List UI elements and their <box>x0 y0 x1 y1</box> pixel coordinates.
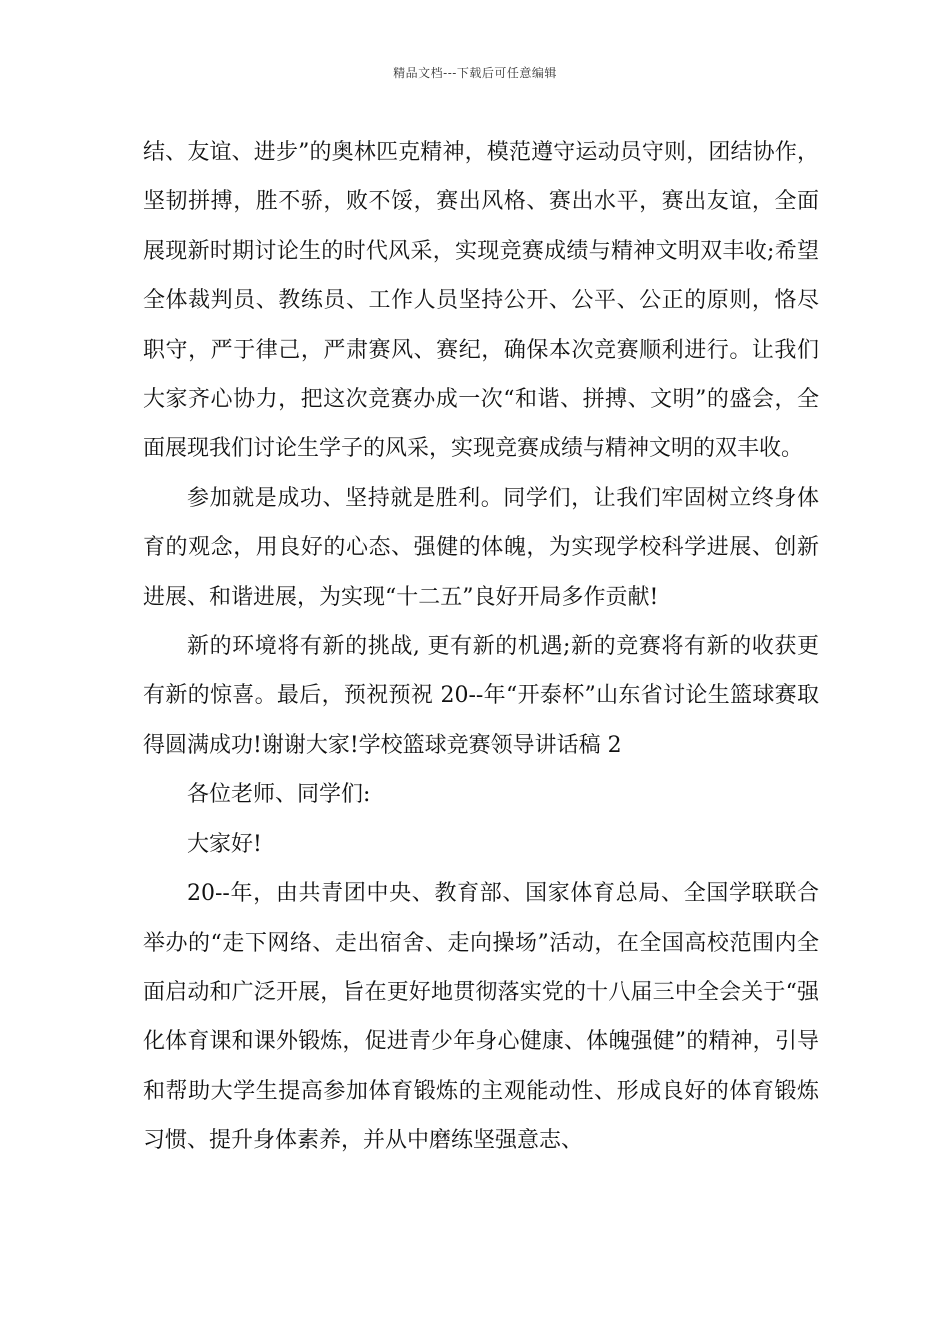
paragraph-1: 结、友谊、进步”的奥林匹克精神，模范遵守运动员守则，团结协作，坚韧拼搏，胜不骄，败不馁，赛出风格、赛出水平，赛出友谊，全面展现新时期讨论生的时代风采，实现竞赛成绩与精神文明双丰收;希望全体裁判员、教练员、工作人员坚持公开、公平、公正的原则，恪尽职守，严于律己，严肃赛风、赛纪，确保本次竞赛顺利进行。让我们大家齐心协力，把这次竞赛办成一次“和谐、拼搏、文明”的盛会，全面展现我们讨论生学子的风采，实现竞赛成绩与精神文明的双丰收。 <box>143 140 819 462</box>
paragraph-6: 20--年，由共青团中央、教育部、国家体育总局、全国学联联合举办的“走下网络、走出宿舍、走向操场”活动，在全国高校范围内全面启动和广泛开展，旨在更好地贯彻落实党的十八届三中全会关于“强化体育课和课外锻炼，促进青少年身心健康、体魄强健”的精神，引导和帮助大学生提高参加体育锻炼的主观能动性、形成良好的体育锻炼习惯、提升身体素养，并从中磨练坚强意志、 <box>143 881 819 1154</box>
paragraph-2: 参加就是成功、坚持就是胜利。同学们，让我们牢固树立终身体育的观念，用良好的心态、强健的体魄，为实现学校科学进展、创新进展、和谐进展，为实现“十二五”良好开局多作贡献! <box>143 485 819 610</box>
paragraph-greeting-all: 大家好! <box>187 831 262 857</box>
page-header: 精品文档---下载后可任意编辑 <box>393 66 557 80</box>
paragraph-greeting-teachers: 各位老师、同学们: <box>187 782 371 808</box>
paragraph-3: 新的环境将有新的挑战, 更有新的机遇;新的竞赛将有新的收获更有新的惊喜。最后，预祝预祝 20--年“开泰杯”山东省讨论生篮球赛取得圆满成功!谢谢大家!学校篮球竞赛领导讲话稿 2 <box>143 634 819 758</box>
document-body <box>143 128 819 1166</box>
